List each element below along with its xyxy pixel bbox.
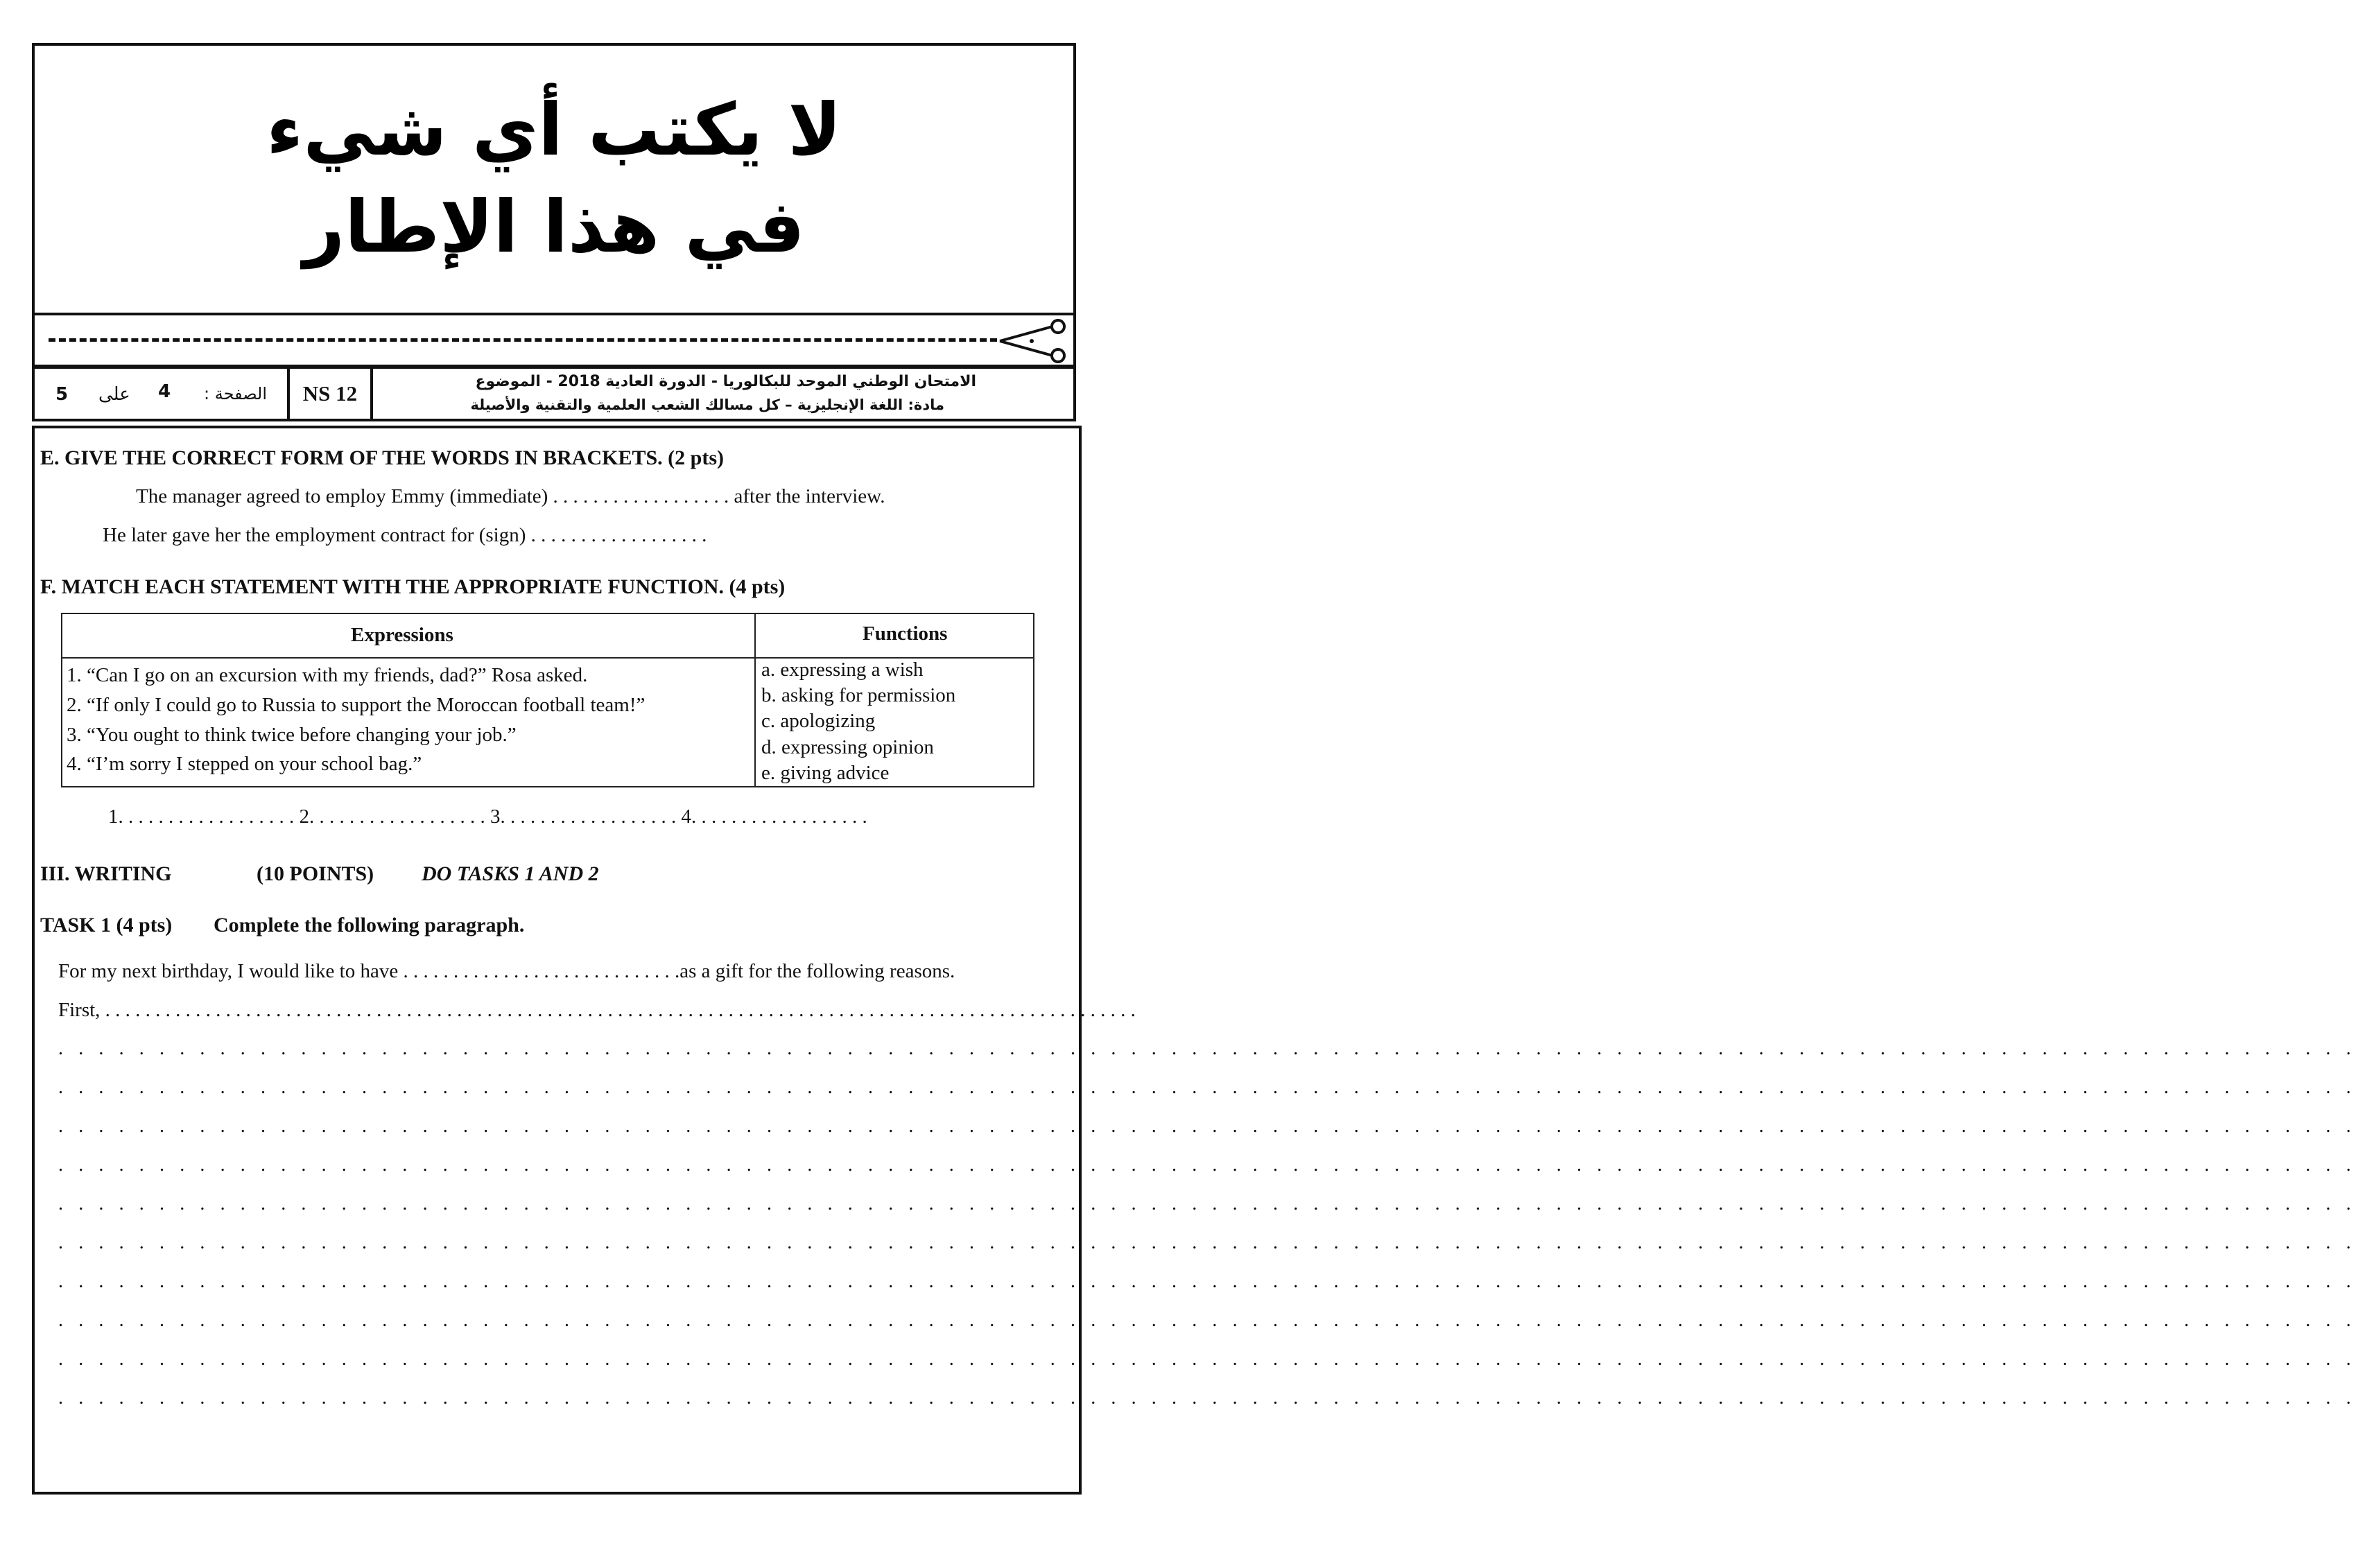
no-write-notice-line2: في هذا الإطار: [303, 184, 805, 269]
writing-blank-line[interactable]: . . . . . . . . . . . . . . . . . . . . . . . . . . . . . . . . . . . . . . . . . . . . . . . . . . . . . . . . . . . . . . . . . . . . . . . . . . . . . . . . . . . . . . . . . . . . . . . . . . . . . . . . . . . . . . . . . .: [58, 1232, 2356, 1253]
function-option: a. expressing a wish: [761, 659, 924, 681]
page-indicator: [35, 369, 290, 419]
matching-table: [61, 613, 1034, 787]
writing-blank-line[interactable]: . . . . . . . . . . . . . . . . . . . . . . . . . . . . . . . . . . . . . . . . . . . . . . . . . . . . . . . . . . . . . . . . . . . . . . . . . . . . . . . . . . . . . . . . . . . . . . . . . . . . . . . . . . . . . . . . . .: [58, 1077, 2356, 1098]
expressions-column-header: Expressions: [351, 624, 453, 646]
function-option: d. expressing opinion: [761, 736, 934, 758]
expression-row: 4. “I’m sorry I stepped on your school bag.”: [67, 753, 422, 775]
writing-blank-line[interactable]: . . . . . . . . . . . . . . . . . . . . . . . . . . . . . . . . . . . . . . . . . . . . . . . . . . . . . . . . . . . . . . . . . . . . . . . . . . . . . . . . . . . . . . . . . . . . . . . . . . . . . . . . . . . . . . . . . .: [58, 1348, 2356, 1370]
section-e-sentence-1: The manager agreed to employ Emmy (immediate) . . . . . . . . . . . . . . . . . . after the interview.: [136, 485, 885, 507]
cut-line-bar: [32, 315, 1076, 367]
writing-title: III. WRITING: [40, 862, 172, 885]
task1-label: TASK 1 (4 pts): [40, 914, 173, 937]
section-e-sentence-2: He later gave her the employment contract for (sign) . . . . . . . . . . . . . . . . . .: [103, 524, 707, 546]
writing-blank-line[interactable]: . . . . . . . . . . . . . . . . . . . . . . . . . . . . . . . . . . . . . . . . . . . . . . . . . . . . . . . . . . . . . . . . . . . . . . . . . . . . . . . . . . . . . . . . . . . . . . . . . . . . . . . . . . . . . . . . . .: [58, 1271, 2356, 1292]
section-e-heading: E. GIVE THE CORRECT FORM OF THE WORDS IN BRACKETS. (2 pts): [40, 446, 725, 469]
exam-title-line1: الامتحان الوطني الموحد للبكالوريا - الدورة العادية 2018 - الموضوع: [475, 373, 976, 390]
task1-instruction: Complete the following paragraph.: [214, 914, 525, 937]
writing-blank-line[interactable]: . . . . . . . . . . . . . . . . . . . . . . . . . . . . . . . . . . . . . . . . . . . . . . . . . . . . . . . . . . . . . . . . . . . . . . . . . . . . . . . . . . . . . . . . . . . . . . . . . . . . . . . . . . . . . . . . . .: [58, 1115, 2356, 1137]
writing-blank-line[interactable]: . . . . . . . . . . . . . . . . . . . . . . . . . . . . . . . . . . . . . . . . . . . . . . . . . . . . . . . . . . . . . . . . . . . . . . . . . . . . . . . . . . . . . . . . . . . . . . . . . . . . . . . . . . . . . . . . . .: [58, 1154, 2356, 1176]
exam-title: [373, 369, 1073, 419]
page-label: الصفحة :: [204, 384, 268, 403]
matching-answer-line[interactable]: 1. . . . . . . . . . . . . . . . . . 2. . . . . . . . . . . . . . . . . . 3. . . . . . . . . . . . . . . . . . 4. . . . . . . . . . . . . . . . . .: [108, 805, 867, 828]
exam-code: NS 12: [290, 369, 373, 419]
writing-blank-line[interactable]: . . . . . . . . . . . . . . . . . . . . . . . . . . . . . . . . . . . . . . . . . . . . . . . . . . . . . . . . . . . . . . . . . . . . . . . . . . . . . . . . . . . . . . . . . . . . . . . . . . . . . . . . . . . . . . . . . .: [58, 1038, 2356, 1059]
function-option: e. giving advice: [761, 762, 890, 784]
expression-row: 3. “You ought to think twice before changing your job.”: [67, 724, 517, 746]
exam-title-line2: مادة: اللغة الإنجليزية – كل مسالك الشعب العلمية والتقنية والأصيلة: [470, 397, 944, 413]
page-number: 4: [158, 381, 171, 402]
function-option: c. apologizing: [761, 710, 876, 732]
expression-row: 1. “Can I go on an excursion with my friends, dad?” Rosa asked.: [67, 664, 588, 686]
paragraph-first-line[interactable]: First, . . . . . . . . . . . . . . . . . . . . . . . . . . . . . . . . . . . . . . . . . . . . . . . . . . . . . . . . . . . . . . . . . . . . . . . . . . . . . . . . . . . . . . . . . . . . . . . . . . . . . . .: [58, 999, 1136, 1021]
dashed-cut-line: [49, 338, 997, 342]
table-column-divider: [754, 614, 756, 786]
writing-instruction: DO TASKS 1 AND 2: [422, 862, 599, 885]
functions-column-header: Functions: [863, 622, 948, 645]
page-of-label: على: [98, 384, 130, 405]
no-write-notice-line1: لا يكتب أي شيء: [266, 87, 842, 172]
expression-row: 2. “If only I could go to Russia to support the Moroccan football team!”: [67, 694, 646, 716]
writing-blank-line[interactable]: . . . . . . . . . . . . . . . . . . . . . . . . . . . . . . . . . . . . . . . . . . . . . . . . . . . . . . . . . . . . . . . . . . . . . . . . . . . . . . . . . . . . . . . . . . . . . . . . . . . . . . . . . . . . . . . . . .: [58, 1309, 2356, 1331]
writing-blank-line[interactable]: . . . . . . . . . . . . . . . . . . . . . . . . . . . . . . . . . . . . . . . . . . . . . . . . . . . . . . . . . . . . . . . . . . . . . . . . . . . . . . . . . . . . . . . . . . . . . . . . . . . . . . . . . . . . . . . . . .: [58, 1193, 2356, 1214]
no-write-frame: [32, 43, 1076, 315]
writing-blank-line[interactable]: . . . . . . . . . . . . . . . . . . . . . . . . . . . . . . . . . . . . . . . . . . . . . . . . . . . . . . . . . . . . . . . . . . . . . . . . . . . . . . . . . . . . . . . . . . . . . . . . . . . . . . . . . . . . . . . . . .: [58, 1387, 2356, 1409]
scissors-icon: [998, 317, 1068, 365]
writing-points: (10 POINTS): [257, 862, 374, 885]
paragraph-prompt-line[interactable]: For my next birthday, I would like to have . . . . . . . . . . . . . . . . . . . . . . . . . . . .as a gift for the following reasons.: [58, 960, 955, 982]
section-f-heading: F. MATCH EACH STATEMENT WITH THE APPROPRIATE FUNCTION. (4 pts): [40, 575, 786, 598]
function-option: b. asking for permission: [761, 684, 956, 706]
page-total: 5: [55, 384, 69, 405]
exam-header: [32, 366, 1076, 421]
